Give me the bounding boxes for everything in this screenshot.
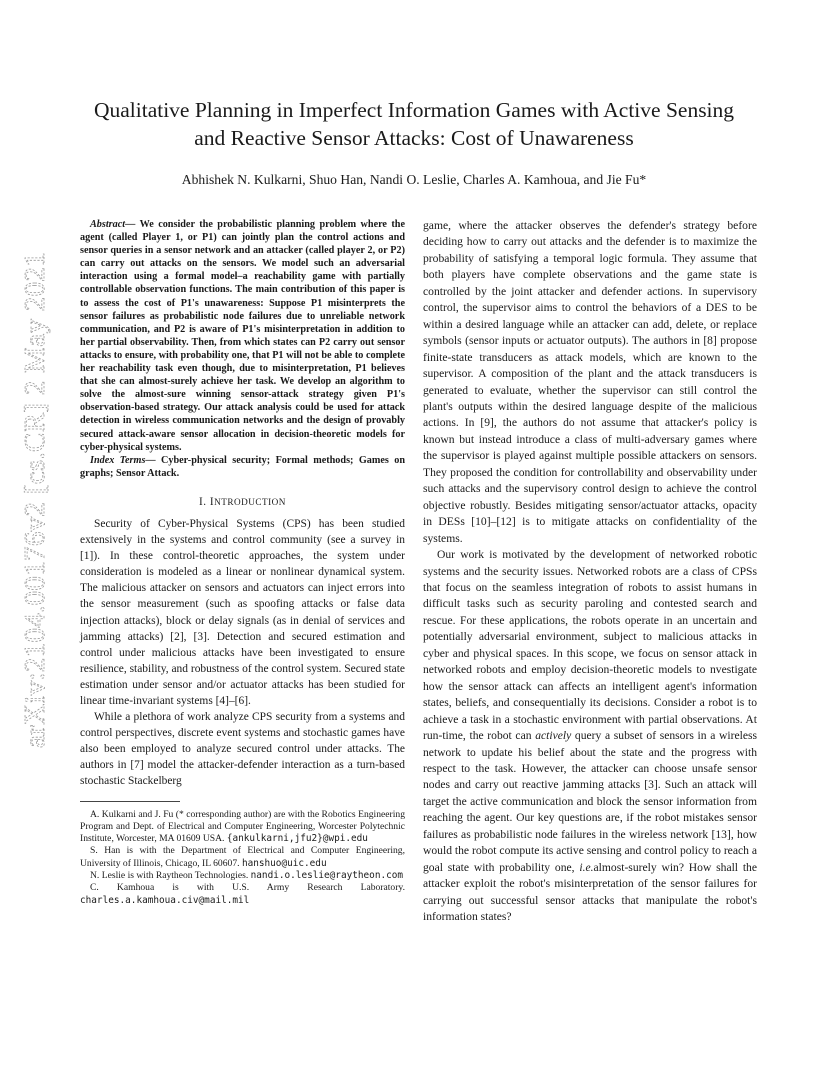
footnote-1-text: A. Kulkarni and J. Fu (* corresponding author) are with the Robotics Engineering Program and Dept. of Electrical and Computer Engineering, Worcester Polytechnic Institute, Worcester, MA 01609 USA. bbox=[80, 808, 405, 845]
right-paragraph-2-a: Our work is motivated by the development of networked robotic systems and the security issues. Networked robots are a class of CPSs that focus on the seamless integration of robots to assist humans in difficult tasks such as security paroling and contested search and rescue. For these applications, the robots operate in an uncertain and potentially adversarial environment, subject to malicious attacks in cyber and physical spaces. In this scope, we focus on sensor attack in networked robots and employ decision-theoretic models to nvestigate how the sensor attack can affects an intelligent agent's information states, beliefs, and consequentially its decisions. Consider a robot is to achieve a task in a stochastic environment with partial observations. At run-time, the robot can bbox=[423, 548, 757, 743]
right-column bbox=[423, 218, 757, 925]
footnote-3-text: N. Leslie is with Raytheon Technologies. bbox=[90, 870, 249, 882]
footnote-2-email: hanshuo@uic.edu bbox=[241, 857, 327, 869]
index-terms-lead: Index Terms bbox=[90, 454, 146, 466]
footnote-leslie bbox=[80, 870, 405, 882]
footnote-kulkarni-fu bbox=[80, 809, 405, 846]
author-list: Abhishek N. Kulkarni, Shuo Han, Nandi O. Leslie, Charles A. Kamhoua, and Jie Fu* bbox=[181, 172, 647, 187]
intro-paragraph-2: While a plethora of work analyze CPS security from a systems and control perspectives, discrete event systems and stochastic games have also been employed to analyze secured control under attacks. The authors in [7] model the attacker-defender interaction as a turn-based stochastic Stackelberg bbox=[80, 711, 405, 788]
title-line-1: Qualitative Planning in Imperfect Information Games with Active Sensing bbox=[93, 98, 735, 122]
section-numeral: I. bbox=[199, 495, 210, 508]
footnote-4-email: charles.a.kamhoua.civ@mail.mil bbox=[80, 894, 250, 906]
right-paragraph-2 bbox=[423, 547, 757, 925]
footnote-4-text: C. Kamhoua is with U.S. Army Research Laboratory. bbox=[90, 882, 405, 894]
footnote-kamhoua bbox=[80, 882, 405, 907]
paper-title bbox=[60, 96, 768, 152]
footnote-3-email: nandi.o.leslie@raytheon.com bbox=[250, 870, 404, 882]
emphasis-ie: i.e. bbox=[579, 860, 594, 874]
index-terms-text: — Cyber-physical security; Formal methods; Games on graphs; Sensor Attack. bbox=[80, 454, 405, 479]
abstract bbox=[80, 218, 405, 454]
intro-paragraph-1: Security of Cyber-Physical Systems (CPS) has been studied extensively in the systems and control community (see a survey in [1]). In these control-theoretic approaches, the system under consideration is modeled as a linear or nonlinear dynamical system. The malicious attacker on sensors and actuators can inject errors into the sensor measurement (such as spoofing attacks or false data injection attacks), block or delay signals (as in denial of services and jamming attacks) [2], [3]. Detection and secured estimation and control under malicious attacks have been investigated to ensure resilience, stability, and robustness of the control system. Secured state estimation under sensor and/or actuator attacks has been studied for linear time-invariant systems [4]–[6]. bbox=[80, 517, 405, 707]
section-title-rest: NTRODUCTION bbox=[214, 496, 286, 507]
footnote-rule bbox=[80, 801, 180, 802]
title-line-2: and Reactive Sensor Attacks: Cost of Unawareness bbox=[194, 126, 634, 150]
right-paragraph-2-c: almost-surely win? How shall the attacker exploit the robot's misinterpretation of the sensor failures for carrying out successful sensor attacks that manipulate the robot's information states? bbox=[423, 860, 757, 924]
left-column bbox=[80, 218, 405, 907]
arxiv-identifier bbox=[10, 250, 56, 750]
footnote-han bbox=[80, 845, 405, 870]
arxiv-identifier-graphic bbox=[10, 250, 56, 750]
right-paragraph-2-b: query a subset of sensors in a wireless network to update his belief about the state and the progress with respect to the task. However, the attacker can choose unsafe sensor nodes and carry out reactive jamming attacks [3]. Such an attack will target the active communication and block the sensor information from reaching the agent. Our key questions are, if the robot mistakes sensor failures as probabilistic node failures in the wireless network [13], how would the robot compute its active sensing and control policy to reach a goal state with probability one, bbox=[423, 729, 757, 874]
emphasis-actively: actively bbox=[535, 729, 572, 743]
footnote-2-text: S. Han is with the Department of Electrical and Computer Engineering, University of Illinois, Chicago, IL 60607. bbox=[80, 845, 405, 869]
footnote-1-email: {ankulkarni,jfu2}@wpi.edu bbox=[226, 833, 368, 845]
abstract-lead: Abstract bbox=[90, 219, 126, 230]
arxiv-identifier-text: arXiv:2104.00176v2 [cs.CR] 2 May 2021 bbox=[19, 252, 51, 748]
abstract-text: — We consider the probabilistic planning problem where the agent (called Player 1, or P1) can jointly plan the control actions and sensor queries in a sensor network and an attacker (called player 2, or P2) can carry out attacks on the sensors. We model such an adversarial interaction using a formal model–a reachability game with partially controllable observation functions. The main contribution of this paper is to assess the cost of P1's unawareness: Suppose P1 misinterprets the sensor failures as probabilistic node failures due to unreliable network communication, and P2 is aware of P1's misinterpretation in addition to her partial observability. Then, from which states can P2 carry out sensor attacks to ensure, with probability one, that P1 will not be able to complete her reachability task even though, due to misinterpretation, P1 believes that she can almost-surely achieve her task. We develop an algorithm to solve the almost-sure winning sensor-attack strategy given P1's observation-based strategy. Our attack analysis could be used for attack detection in wireless communication networks and the design of provably secured attack-aware sensor allocation in decision-theoretic models for cyber-physical systems. bbox=[80, 219, 405, 453]
section-heading-introduction bbox=[80, 494, 405, 510]
index-terms bbox=[80, 454, 405, 480]
section-title-first: I bbox=[209, 495, 215, 508]
right-paragraph-1: game, where the attacker observes the defender's strategy before deciding how to carry out attacks and the defender is to maximize the probability of satisfying a temporal logic formula. They assume that both players have complete observations and the game state is controlled by the joint attacker and defender actions. In supervisory control, the supervisor aims to control the behaviors of a DES to be within a desired language while an attacker can add, delete, or replace symbols (sensor inputs or actuator outputs). The authors in [8] propose finite-state transducers as attack models, which are known to the supervisor. A composition of the plant and the attack transducers is generated to evaluate, whether the supervisor can still control the plant's outputs within the desired language despite of the malicious actions. In [9], the authors do not assume that attacker's policy is known but instead introduce a class of multi-adversary games where the supervisor is played against multiple possible attackers on sensors. They proposed the condition for controllability and observability under such attacks and the supervisory control design to achieve the control objective robustly. Besides mitigating sensor/actuator attacks, opacity in DESs [10]–[12] is to mitigate attacks on confidentiality of the systems. bbox=[423, 219, 757, 545]
